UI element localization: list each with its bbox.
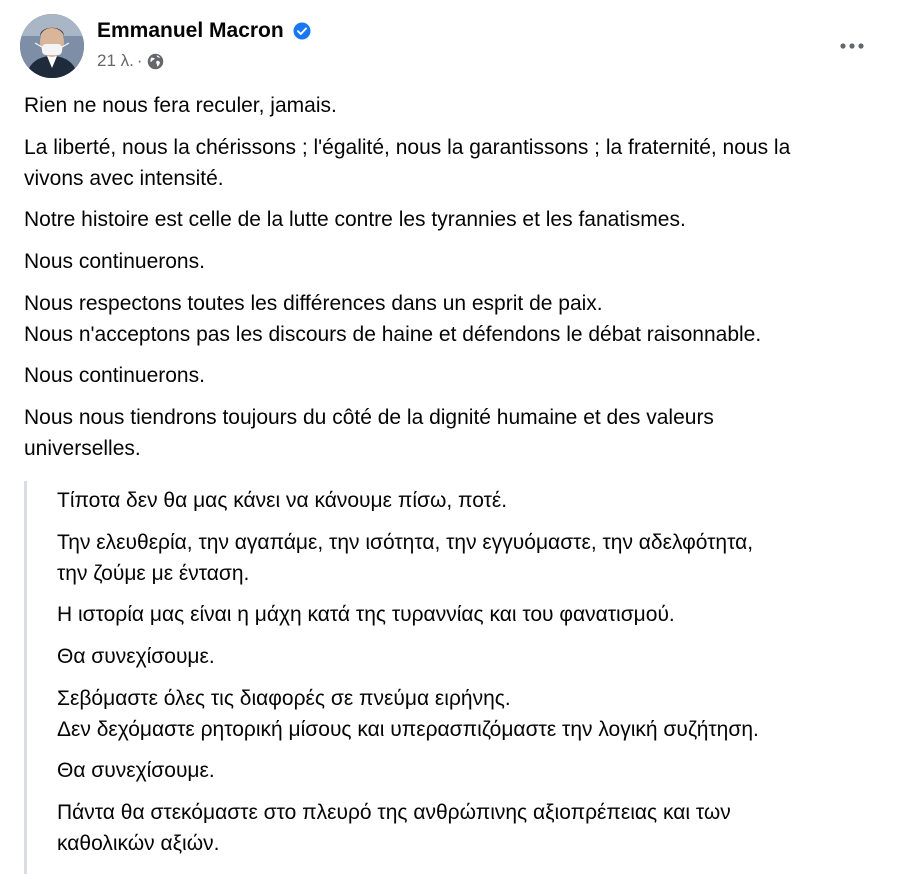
text-line: Θα συνεχίσουμε. (57, 759, 215, 782)
author-avatar[interactable] (20, 14, 84, 78)
post-paragraph (24, 132, 874, 194)
text-line: Σεβόμαστε όλες τις διαφορές σε πνεύμα ειρήνης. (57, 687, 511, 710)
avatar-image (20, 14, 84, 78)
text-line: Nous continuerons. (24, 250, 205, 273)
post-paragraph (24, 90, 874, 121)
post-paragraph (24, 246, 874, 277)
globe-icon[interactable] (147, 53, 164, 70)
text-line: Δεν δεχόμαστε ρητορική μίσους και υπερασπιζόμαστε την λογική συζήτηση. (57, 718, 759, 741)
verified-badge-icon (293, 22, 311, 40)
quote-paragraph (57, 527, 867, 589)
text-line: Τίποτα δεν θα μας κάνει να κάνουμε πίσω, ποτέ. (57, 489, 508, 512)
more-options-icon (838, 42, 866, 50)
text-line: Η ιστορία μας είναι η μάχη κατά της τυραννίας και του φανατισμού. (57, 603, 675, 626)
quote-paragraph (57, 641, 867, 672)
post-paragraph (24, 288, 874, 350)
text-line: Πάντα θα στεκόμαστε στο πλευρό της ανθρώπινης αξιοπρέπειας και των (57, 801, 731, 824)
author-name[interactable]: Emmanuel Macron (97, 19, 284, 42)
text-line: Θα συνεχίσουμε. (57, 645, 215, 668)
text-line: Nous n'acceptons pas les discours de haine et défendons le débat raisonnable. (24, 323, 762, 346)
quote-paragraph (57, 755, 867, 786)
quote-paragraph (57, 485, 867, 516)
post-header (0, 0, 900, 90)
text-line: universelles. (24, 437, 141, 460)
text-line: Nous continuerons. (24, 364, 205, 387)
post-paragraph (24, 360, 874, 391)
text-line: Την ελευθερία, την αγαπάμε, την ισότητα, την εγγυόμαστε, την αδελφότητα, (57, 531, 754, 554)
text-line: La liberté, nous la chérissons ; l'égalité, nous la garantissons ; la fraternité, nous la (24, 136, 791, 159)
more-options-button[interactable] (830, 28, 874, 64)
author-row (97, 19, 311, 43)
text-line: Nous nous tiendrons toujours du côté de la dignité humaine et des valeurs (24, 406, 714, 429)
text-line: την ζούμε με ένταση. (57, 562, 250, 585)
quote-paragraph (57, 683, 867, 745)
quote-paragraph (57, 599, 867, 630)
text-line: Notre histoire est celle de la lutte contre les tyrannies et les fanatismes. (24, 208, 686, 231)
quote-paragraph (57, 797, 867, 859)
meta-separator: · (136, 51, 143, 70)
translation-quote-block (24, 481, 874, 874)
text-line: καθολικών αξιών. (57, 832, 220, 855)
post-paragraph (24, 402, 874, 464)
post-timestamp[interactable]: 21 λ. (97, 51, 134, 70)
text-line: Nous respectons toutes les différences dans un esprit de paix. (24, 292, 603, 315)
post-paragraph (24, 204, 874, 235)
post-meta (97, 51, 164, 71)
text-line: Rien ne nous fera reculer, jamais. (24, 94, 337, 117)
text-line: vivons avec intensité. (24, 167, 224, 190)
